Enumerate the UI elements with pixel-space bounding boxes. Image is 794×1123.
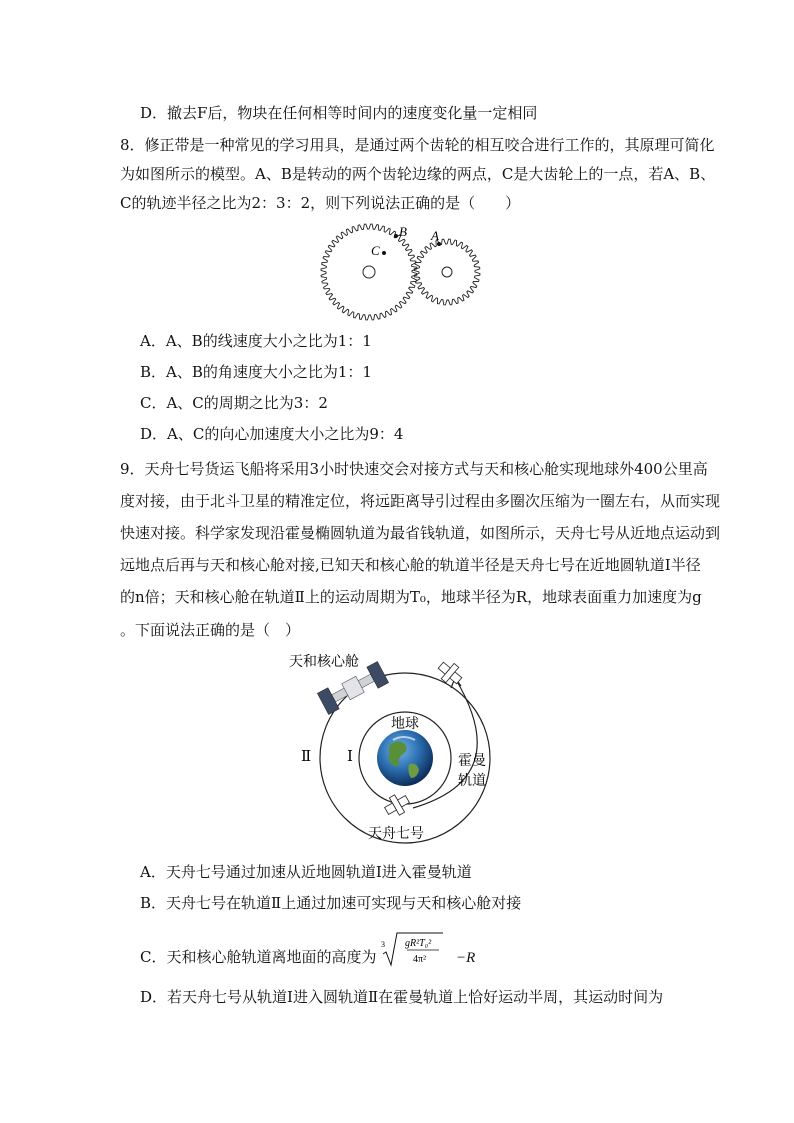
formula-numerator: gR²T₀² [405,938,432,949]
point-c [382,251,386,255]
q8-stem-line-3: C的轨迹半径之比为2：3：2，则下列说法正确的是（ ） [120,194,521,212]
small-gear-axle [442,267,452,277]
radical-sign-icon [381,932,451,968]
label-orbit-2: Ⅱ [301,747,312,765]
q9-stem-line-6: 。下面说法正确的是（ ） [120,621,301,639]
q9-option-c [140,940,475,976]
large-gear-axle [363,266,375,278]
q9-option-a: A．天舟七号通过加速从近地圆轨道Ⅰ进入霍曼轨道 [140,863,472,881]
label-orbit-1: Ⅰ [347,747,353,765]
q9-stem-line-4: 远地点后再与天和核心舱对接,已知天和核心舱的轨道半径是天舟七号在近地圆轨道Ⅰ半径 [120,556,701,574]
orbit-diagram [285,648,525,848]
q8-stem-line-1: 8．修正带是一种常见的学习用具，是通过两个齿轮的相互咬合进行工作的，其原理可简化 [120,136,715,154]
q9-option-c-prefix: C．天和核心舱轨道离地面的高度为 [140,948,377,966]
label-c: C [371,243,380,258]
small-gear [414,239,480,305]
label-b: B [399,224,407,239]
q9-option-d: D．若天舟七号从轨道Ⅰ进入圆轨道Ⅱ在霍曼轨道上恰好运动半周，其运动时间为 [140,988,664,1006]
q9-stem-line-2: 度对接，由于北斗卫星的精准定位，将远距离导引过程由多圈次压缩为一圈左右，从而实现 [120,492,721,510]
small-gear-outline [414,239,480,305]
q9-option-c-suffix: −R [456,950,476,966]
q9-option-b: B．天舟七号在轨道Ⅱ上通过加速可实现与天和核心舱对接 [140,894,522,912]
spacecraft-perigee-icon [382,790,413,819]
label-station: 天和核心舱 [289,654,359,670]
formula-denominator: 4π² [413,954,427,965]
label-hohmann-1: 霍曼 [458,753,486,769]
gear-diagram [315,222,485,322]
root-index: 3 [381,940,386,949]
spacecraft-apogee-icon [434,658,465,689]
q8-option-b: B．A、B的角速度大小之比为1：1 [140,363,372,381]
q9-stem-line-5: 的n倍；天和核心舱在轨道Ⅱ上的运动周期为T₀，地球半径为R，地球表面重力加速度为g [120,588,702,606]
label-hohmann-2: 轨道 [458,773,486,789]
label-ship: 天舟七号 [368,826,424,842]
q9-stem-line-3: 快速对接。科学家发现沿霍曼椭圆轨道为最省钱轨道，如图所示，天舟七号从近地点运动到 [120,524,721,542]
q9-stem-line-1: 9．天舟七号货运飞船将采用3小时快速交会对接方式与天和核心舱实现地球外400公里高 [120,460,708,478]
q7-option-d: D．撤去F后，物块在任何相等时间内的速度变化量一定相同 [140,104,538,122]
earth-icon [377,730,433,786]
q8-option-c: C．A、C的周期之比为3：2 [140,394,328,412]
label-earth: 地球 [391,716,419,732]
point-b [394,234,398,238]
q8-option-a: A．A、B的线速度大小之比为1：1 [140,332,372,350]
q9-option-c-formula [381,932,451,968]
q8-option-d: D．A、C的向心加速度大小之比为9：4 [140,425,404,443]
q8-stem-line-2: 为如图所示的模型。A、B是转动的两个齿轮边缘的两点，C是大齿轮上的一点，若A、B、 [120,165,716,183]
label-a: A [431,228,439,243]
